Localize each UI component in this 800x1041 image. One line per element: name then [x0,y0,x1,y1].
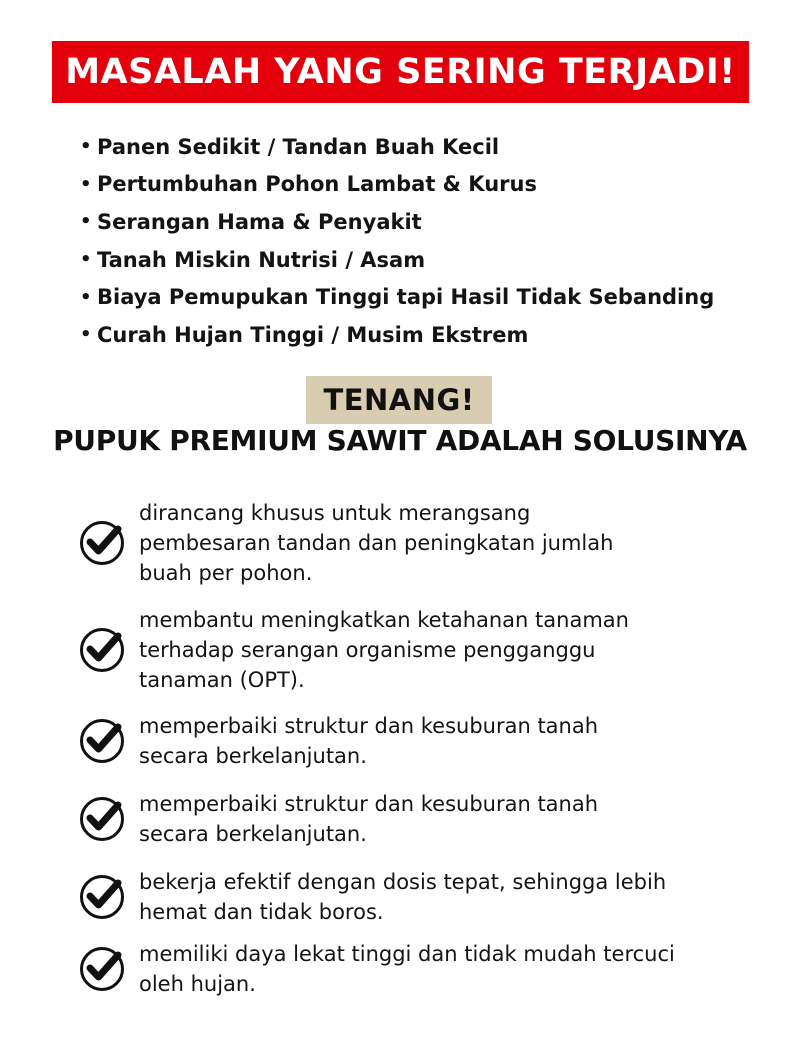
benefit-text [139,867,739,927]
problem-text: Panen Sedikit / Tandan Buah Kecil [97,134,500,159]
check-circle-icon [79,627,125,673]
benefit-line: memiliki daya lekat tinggi dan tidak mudah tercuci [139,942,675,966]
problem-item [80,203,760,241]
benefit-item [79,789,769,849]
benefit-line: memperbaiki struktur dan kesuburan tanah [139,714,599,738]
check-circle-icon [79,520,125,566]
bullet-icon: • [80,286,92,308]
benefit-line: hemat dan tidak boros. [139,900,384,924]
problem-text: Tanah Miskin Nutrisi / Asam [97,247,426,272]
bullet-icon: • [80,173,92,195]
tenang-badge [306,376,492,424]
check-circle-icon [79,718,125,764]
benefit-line: dirancang khusus untuk merangsang [139,501,531,525]
problem-text: Biaya Pemupukan Tinggi tapi Hasil Tidak Sebanding [97,285,715,310]
solution-title: PUPUK PREMIUM SAWIT ADALAH SOLUSINYA [53,424,747,457]
benefit-item [79,711,769,771]
problem-item [80,241,760,279]
check-circle-icon [79,946,125,992]
benefit-line: secara berkelanjutan. [139,822,367,846]
benefit-text [139,789,739,849]
benefit-text [139,711,739,771]
problem-list [80,128,760,354]
benefit-line: oleh hujan. [139,972,256,996]
benefit-line: memperbaiki struktur dan kesuburan tanah [139,792,599,816]
benefit-item [79,867,769,927]
benefit-line: bekerja efektif dengan dosis tepat, sehingga lebih [139,870,667,894]
tenang-label: TENANG! [323,383,475,417]
benefit-text [139,498,739,588]
benefit-line: secara berkelanjutan. [139,744,367,768]
problem-item [80,278,760,316]
benefit-line: terhadap serangan organisme pengganggu [139,638,596,662]
bullet-icon: • [80,136,92,158]
header-banner [52,41,749,103]
problem-text: Serangan Hama & Penyakit [97,209,422,234]
benefit-item [79,498,769,588]
problem-text: Pertumbuhan Pohon Lambat & Kurus [97,172,537,197]
benefit-line: tanaman (OPT). [139,668,305,692]
problem-item [80,128,760,166]
check-circle-icon [79,796,125,842]
bullet-icon: • [80,211,92,233]
benefit-text [139,939,739,999]
benefit-line: membantu meningkatkan ketahanan tanaman [139,608,629,632]
problem-item [80,316,760,354]
benefit-line: buah per pohon. [139,561,313,585]
benefit-item [79,939,769,999]
bullet-icon: • [80,324,92,346]
benefit-line: pembesaran tandan dan peningkatan jumlah [139,531,614,555]
problem-text: Curah Hujan Tinggi / Musim Ekstrem [97,322,529,347]
bullet-icon: • [80,249,92,271]
header-title: MASALAH YANG SERING TERJADI! [65,52,736,92]
check-circle-icon [79,874,125,920]
benefit-item [79,605,769,695]
benefit-text [139,605,739,695]
problem-item [80,166,760,204]
